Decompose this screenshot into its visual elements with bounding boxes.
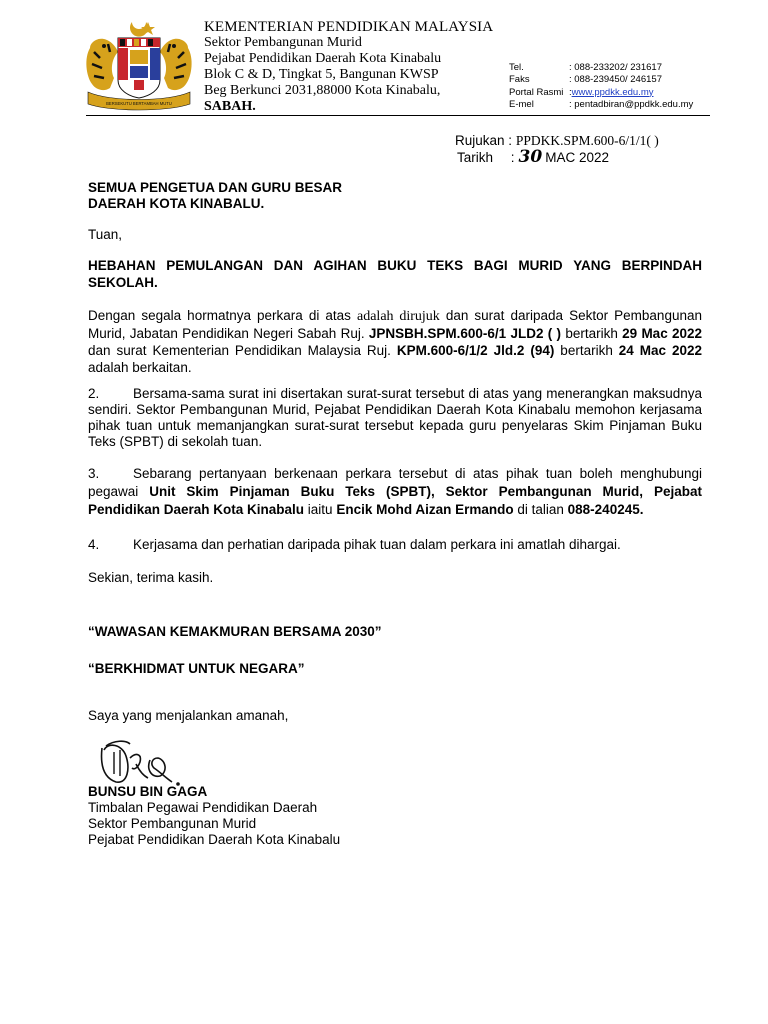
p1-ref-jpn: JPNSBH.SPM.600-6/1 JLD2 ( )	[368, 326, 562, 341]
salutation: Tuan,	[88, 227, 123, 242]
letterhead-address	[204, 19, 493, 115]
address-line-2: Pejabat Pendidikan Daerah Kota Kinabalu	[204, 51, 442, 66]
contact-label: Portal Rasmi	[509, 86, 564, 98]
p3-text: Sebarang pertanyaan berkenaan perkara tersebut di atas pihak tuan boleh menghubungi pegawai	[88, 466, 702, 499]
crest-motto: BERSEKUTU BERTAMBAH MUTU	[106, 101, 172, 106]
contact-value: :	[569, 86, 572, 98]
p1-text: adalah berkaitan.	[88, 360, 192, 375]
p1-text-serif: adalah dirujuk	[357, 309, 440, 324]
reference-number: PPDKK.SPM.600-6/1/1( )	[515, 133, 659, 148]
p4-number: 4.	[88, 537, 100, 552]
date-separator: :	[510, 150, 515, 165]
contact-tel	[509, 62, 693, 74]
p1-text: bertarikh	[561, 326, 623, 341]
address-line-4: Beg Berkunci 2031,88000 Kota Kinabalu,	[204, 83, 441, 98]
paragraph-2	[88, 386, 702, 450]
p3-unit-name: Unit Skim Pinjaman Buku Teks (SPBT), Sektor Pembangunan Murid, Pejabat Pendidikan Daerah Kota Kinabalu	[88, 484, 702, 517]
contact-email	[509, 99, 693, 111]
slogan-berkhidmat: “BERKHIDMAT UNTUK NEGARA”	[88, 661, 305, 676]
closing: Sekian, terima kasih.	[88, 570, 214, 585]
signatory-title: Timbalan Pegawai Pendidikan Daerah	[88, 800, 318, 815]
handwritten-signature-icon	[96, 738, 192, 790]
portal-link[interactable]: www.ppdkk.edu.my	[571, 86, 654, 98]
p1-text: dan surat Kementerian Pendidikan Malaysia Ruj.	[88, 343, 397, 358]
address-line-1: Sektor Pembangunan Murid	[204, 35, 362, 50]
reference-block	[455, 133, 659, 166]
contact-label: E-mel	[509, 98, 534, 110]
reference-line	[455, 133, 659, 149]
contact-value: : pentadbiran@ppdkk.edu.my	[569, 98, 694, 110]
p3-text: di talian	[513, 502, 568, 517]
recipient-line-1: SEMUA PENGETUA DAN GURU BESAR	[88, 180, 343, 195]
contact-label: Tel.	[509, 62, 524, 73]
date-month-year: MAC 2022	[545, 150, 610, 165]
contact-portal	[509, 87, 693, 99]
trust-line: Saya yang menjalankan amanah,	[88, 708, 289, 723]
p1-date-1: 29 Mac 2022	[622, 326, 703, 341]
date-day-handwritten: 30	[518, 147, 543, 167]
date-label: Tarikh	[457, 150, 494, 165]
subject: HEBAHAN PEMULANGAN DAN AGIHAN BUKU TEKS BAGI MURID YANG BERPINDAH SEKOLAH.	[88, 258, 702, 290]
address-state: SABAH.	[204, 99, 256, 114]
slogan-wawasan: “WAWASAN KEMAKMURAN BERSAMA 2030”	[88, 624, 382, 639]
paragraph-3	[88, 465, 702, 519]
recipient-line-2: DAERAH KOTA KINABALU.	[88, 196, 265, 211]
ministry-name: KEMENTERIAN PENDIDIKAN MALAYSIA	[204, 19, 494, 35]
p1-date-2: 24 Mac 2022	[618, 343, 703, 358]
paragraph-4	[88, 537, 702, 553]
contact-value: : 088-233202/ 231617	[569, 62, 662, 73]
recipient	[88, 180, 702, 212]
header-divider	[86, 115, 710, 116]
contact-value: : 088-239450/ 246157	[569, 74, 662, 86]
address-line-3: Blok C & D, Tingkat 5, Bangunan KWSP	[204, 67, 439, 82]
reference-label: Rujukan :	[455, 133, 513, 148]
date-line	[455, 149, 659, 166]
contact-fax	[509, 74, 693, 86]
p2-number: 2.	[88, 386, 100, 401]
p4-text: Kerjasama dan perhatian daripada pihak tuan dalam perkara ini amatlah dihargai.	[133, 537, 621, 552]
p3-officer-name: Encik Mohd Aizan Ermando	[336, 502, 514, 517]
p1-text: dan surat daripada Sektor Pembangunan Murid, Jabatan Pendidikan Negeri Sabah Ruj.	[88, 308, 702, 341]
p3-phone: 088-240245.	[567, 502, 644, 517]
p1-text: Dengan segala hormatnya perkara di atas	[88, 308, 357, 323]
p1-ref-kpm: KPM.600-6/1/2 Jld.2 (94)	[396, 343, 555, 358]
malaysia-coat-of-arms-icon	[80, 18, 198, 113]
p3-text: iaitu	[304, 502, 337, 517]
paragraph-1	[88, 307, 702, 376]
contact-label: Faks	[509, 74, 530, 86]
contact-details	[509, 62, 693, 111]
p2-text: Bersama-sama surat ini disertakan surat-surat tersebut di atas yang menerangkan maksudnya sendiri. Sektor Pembangunan Murid, Pejabat Pendidikan Daerah Kota Kinabalu memohon kerjasama pihak tuan untuk memanjangkan surat-surat tersebut kepada guru penyelaras Skim Pinjaman Buku Teks (SPBT) di sekolah tuan.	[88, 386, 702, 449]
p3-number: 3.	[88, 466, 100, 481]
signatory-block	[88, 784, 702, 848]
signatory-sector: Sektor Pembangunan Murid	[88, 816, 257, 831]
signatory-office: Pejabat Pendidikan Daerah Kota Kinabalu	[88, 832, 341, 847]
p1-text: bertarikh	[554, 343, 619, 358]
signatory-name: BUNSU BIN GAGA	[88, 784, 208, 799]
